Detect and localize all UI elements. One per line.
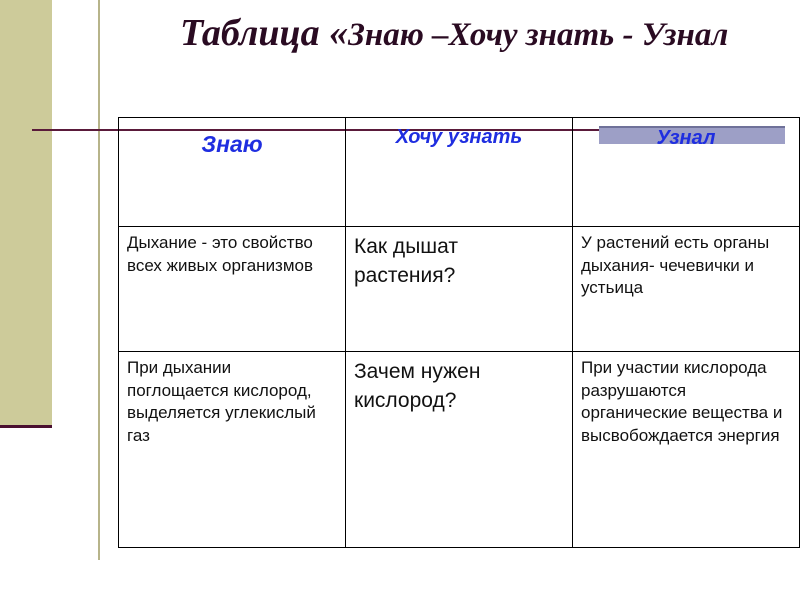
title-rest: Знаю –Хочу знать - Узнал [348,17,729,53]
cell-text: При дыхании поглощается кислород, выделяется углекислый газ [127,358,316,445]
table-row [119,227,800,352]
table-cell [573,352,800,548]
decorative-side-underline [0,425,52,428]
decorative-vertical-line [98,0,100,560]
decorative-side-bar [0,0,52,428]
cell-text: У растений есть органы дыхания- чечевички и устьица [581,233,770,298]
header-know [119,118,346,227]
title-lead: Таблица « [180,12,349,54]
table-cell [346,227,573,352]
table-cell [346,352,573,548]
header-want-to-know-label: Хочу узнать [395,126,523,148]
cell-text: Дыхание - это свойство всех живых организмов [127,233,314,275]
header-row [119,118,800,227]
table-cell [573,227,800,352]
header-want-to-know [346,118,573,227]
table-cell [119,352,346,548]
slide-title [180,10,740,58]
cell-text: Как дышат растения? [354,235,458,288]
header-learned-label: Узнал [656,127,716,149]
cell-text: Зачем нужен кислород? [354,360,481,413]
kwl-table [118,117,800,548]
header-learned [573,118,800,227]
table-row [119,352,800,548]
table-cell [119,227,346,352]
header-know-label: Знаю [201,131,263,157]
cell-text: При участии кислорода разрушаются органические вещества и высвобождается энергия [581,358,783,445]
